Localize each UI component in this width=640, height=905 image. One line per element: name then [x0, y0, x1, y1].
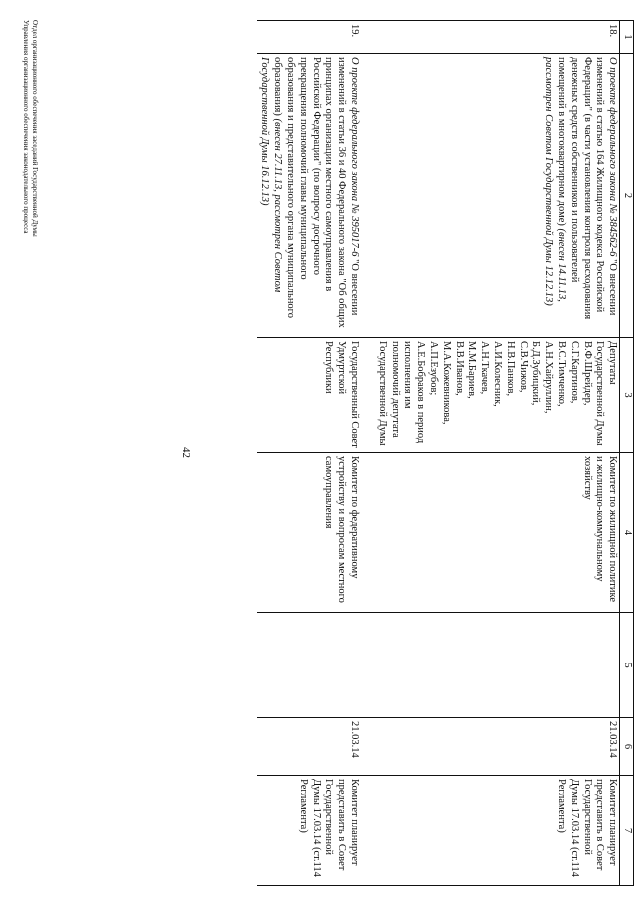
row-number: 18.	[374, 21, 620, 54]
responsible-committee: Комитет по федеративному устройству и вопросам местного самоуправления	[257, 453, 374, 613]
committee-plan: Комитет планирует представить в Совет Государственной Думы 17.03.14 (ст.114 Регламента)	[374, 776, 620, 886]
responsible-committee: Комитет по жилищной политике и жилищно-коммунальному хозяйству	[374, 453, 620, 613]
footer-line: Управления организационного обеспечения законодательного процесса	[22, 20, 30, 234]
column-number: 6	[620, 718, 634, 776]
bill-title: О проекте федерального закона № 384562-6	[607, 57, 619, 257]
bill-description: "О внесении изменений в статью 164 Жилищного кодекса Российской Федерации" (в части установления контроля расходования денежных средств собственников и пользователей помещений в многоквартирном доме)	[556, 57, 619, 320]
column-number: 2	[620, 54, 634, 338]
bill-note: (внесен 27.11.13, рассмотрен Советом Государственной Думы 16.12.13)	[259, 57, 284, 293]
bill-description: "О внесении изменений в статьи 36 и 40 Федерального закона "Об общих принципах организации местного самоуправления в Российской Федерации" (по вопросу досрочного прекращения полномочий главы муниципального образования и представительного органа муниципального образования)	[272, 57, 361, 328]
table-row	[374, 21, 620, 886]
column-number: 4	[620, 453, 634, 613]
bill-note: (внесен 14.11.13, рассмотрен Советом Государственной Думы 12.12.13)	[543, 57, 568, 306]
column-number: 5	[620, 613, 634, 718]
column-number: 7	[620, 776, 634, 886]
column-number: 3	[620, 338, 634, 453]
bill-description-cell	[257, 54, 374, 338]
deadline-date: 21.03.14	[374, 718, 620, 776]
bills-table	[257, 20, 634, 886]
page-number: 42	[180, 447, 192, 458]
bill-authors: Государственный Совет Удмуртской Республики	[257, 338, 374, 453]
footer-line: Отдел организационного обеспечения заседаний Государственной Думы	[31, 20, 39, 237]
bill-description-cell	[374, 54, 620, 338]
bill-title: О проекте федерального закона № 395017-6	[349, 57, 361, 257]
column-5-cell	[374, 613, 620, 718]
table-row	[257, 21, 374, 886]
committee-plan: Комитет планирует представить в Совет Государственной Думы 17.03.14 (ст.114 Регламента)	[257, 776, 374, 886]
column-5-cell	[257, 613, 374, 718]
column-number: 1	[620, 21, 634, 54]
deadline-date: 21.03.14	[257, 718, 374, 776]
row-number: 19.	[257, 21, 374, 54]
bill-authors: Депутаты Государственной Думы В.Ф.Шрейдер, С.Г.Картинов, В.С.Тимченко, А.Н.Хайруллин, Б.Д.Зубицкий, С.В.Чижов, Н.В.Панков, А.И.Колесник, А.Н.Ткачев, М.М.Бариев, В.В.Иванов, М.А.Кожевникова, А.П.Езубов; А.Е.Бобраков в период исполнения им полномочий депутата Государственной Думы	[374, 338, 620, 453]
footer	[21, 20, 39, 237]
column-number-row	[620, 21, 634, 886]
